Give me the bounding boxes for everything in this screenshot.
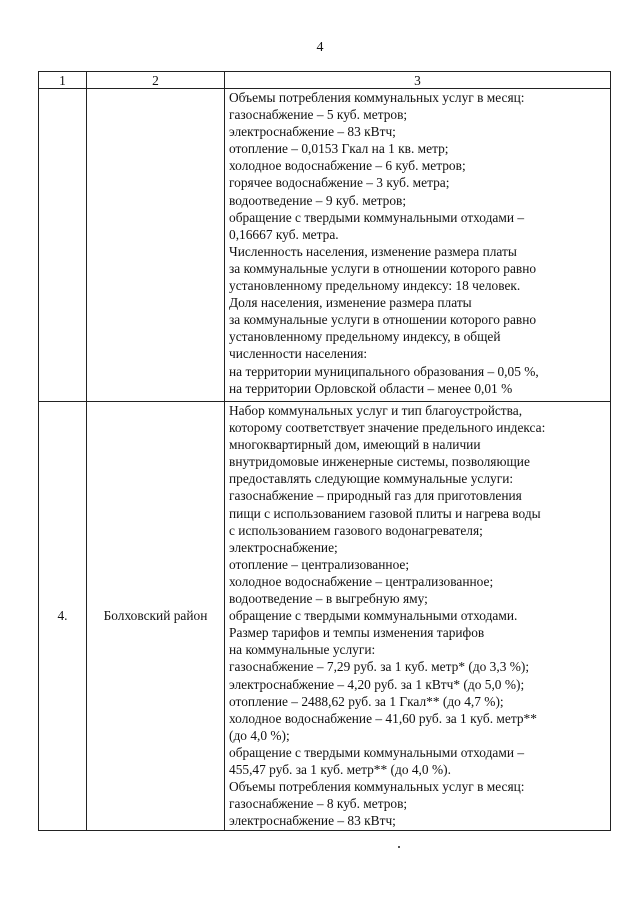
text-line: за коммунальные услуги в отношении которого равно <box>229 260 537 276</box>
text-line: холодное водоснабжение – централизованное; <box>229 573 494 589</box>
text-line: многоквартирный дом, имеющий в наличии <box>229 437 481 453</box>
table-row <box>39 89 611 402</box>
description-cell <box>225 402 611 831</box>
header-cell-3: 3 <box>225 72 611 89</box>
text-line: газоснабжение – природный газ для приготовления <box>229 488 522 504</box>
row-number-cell <box>39 89 87 402</box>
text-line: водоотведение – в выгребную яму; <box>229 591 428 607</box>
table-row <box>39 402 611 831</box>
text-line: горячее водоснабжение – 3 куб. метра; <box>229 175 450 191</box>
text-line: на территории Орловской области – менее 0,01 % <box>229 380 513 396</box>
text-line: установленному предельному индексу, в общей <box>229 329 501 345</box>
text-line: которому соответствует значение предельного индекса: <box>229 420 546 436</box>
text-line: отопление – 0,0153 Гкал на 1 кв. метр; <box>229 141 449 157</box>
text-line: газоснабжение – 7,29 руб. за 1 куб. метр* (до 3,3 %); <box>229 659 530 675</box>
tariff-table <box>38 71 611 831</box>
text-line: электроснабжение – 4,20 руб. за 1 кВтч* (до 5,0 %); <box>229 676 525 692</box>
text-line: пищи с использованием газовой плиты и нагрева воды <box>229 505 541 521</box>
text-line: Набор коммунальных услуг и тип благоустройства, <box>229 403 523 418</box>
text-line: газоснабжение – 8 куб. метров; <box>229 796 408 812</box>
text-line: 0,16667 куб. метра. <box>229 226 339 242</box>
text-line: внутридомовые инженерные системы, позволяющие <box>229 454 530 470</box>
text-line: Объемы потребления коммунальных услуг в месяц: <box>229 779 525 795</box>
text-line: предоставлять следующие коммунальные услуги: <box>229 471 514 487</box>
text-line: на территории муниципального образования – 0,05 %, <box>229 363 539 379</box>
page-number: 4 <box>316 40 324 55</box>
text-line: обращение с твердыми коммунальными отходами – <box>229 209 525 225</box>
description-cell <box>225 89 611 402</box>
region-cell <box>87 89 225 402</box>
table-header-row <box>39 72 611 89</box>
text-line: Доля населения, изменение размера платы <box>229 295 472 311</box>
text-line: отопление – централизованное; <box>229 556 410 572</box>
scan-speck <box>398 846 400 848</box>
text-line: холодное водоснабжение – 41,60 руб. за 1 куб. метр** <box>229 710 537 726</box>
text-line: 455,47 руб. за 1 куб. метр** (до 4,0 %). <box>229 761 451 777</box>
text-line: обращение с твердыми коммунальными отходами – <box>229 744 525 760</box>
text-line: с использованием газового водонагревателя; <box>229 522 483 538</box>
text-line: холодное водоснабжение – 6 куб. метров; <box>229 158 466 174</box>
text-line: электроснабжение – 83 кВтч; <box>229 813 396 829</box>
text-line: Численность населения, изменение размера платы <box>229 243 517 259</box>
text-line: установленному предельному индексу: 18 человек. <box>229 278 521 294</box>
text-line: электроснабжение – 83 кВтч; <box>229 124 396 140</box>
text-line: (до 4,0 %); <box>229 727 290 743</box>
text-line: газоснабжение – 5 куб. метров; <box>229 107 408 123</box>
region-cell: Болховский район <box>87 402 225 831</box>
header-cell-2: 2 <box>87 72 225 89</box>
text-line: отопление – 2488,62 руб. за 1 Гкал** (до 4,7 %); <box>229 693 504 709</box>
row-number-cell: 4. <box>39 402 87 831</box>
text-line: обращение с твердыми коммунальными отходами. <box>229 608 518 624</box>
text-line: численности населения: <box>229 346 368 362</box>
text-line: водоотведение – 9 куб. метров; <box>229 192 407 208</box>
text-line: Размер тарифов и темпы изменения тарифов <box>229 625 485 641</box>
text-line: Объемы потребления коммунальных услуг в месяц: <box>229 90 525 105</box>
text-line: за коммунальные услуги в отношении которого равно <box>229 312 537 328</box>
text-line: электроснабжение; <box>229 539 338 555</box>
header-cell-1: 1 <box>39 72 87 89</box>
text-line: на коммунальные услуги: <box>229 642 376 658</box>
